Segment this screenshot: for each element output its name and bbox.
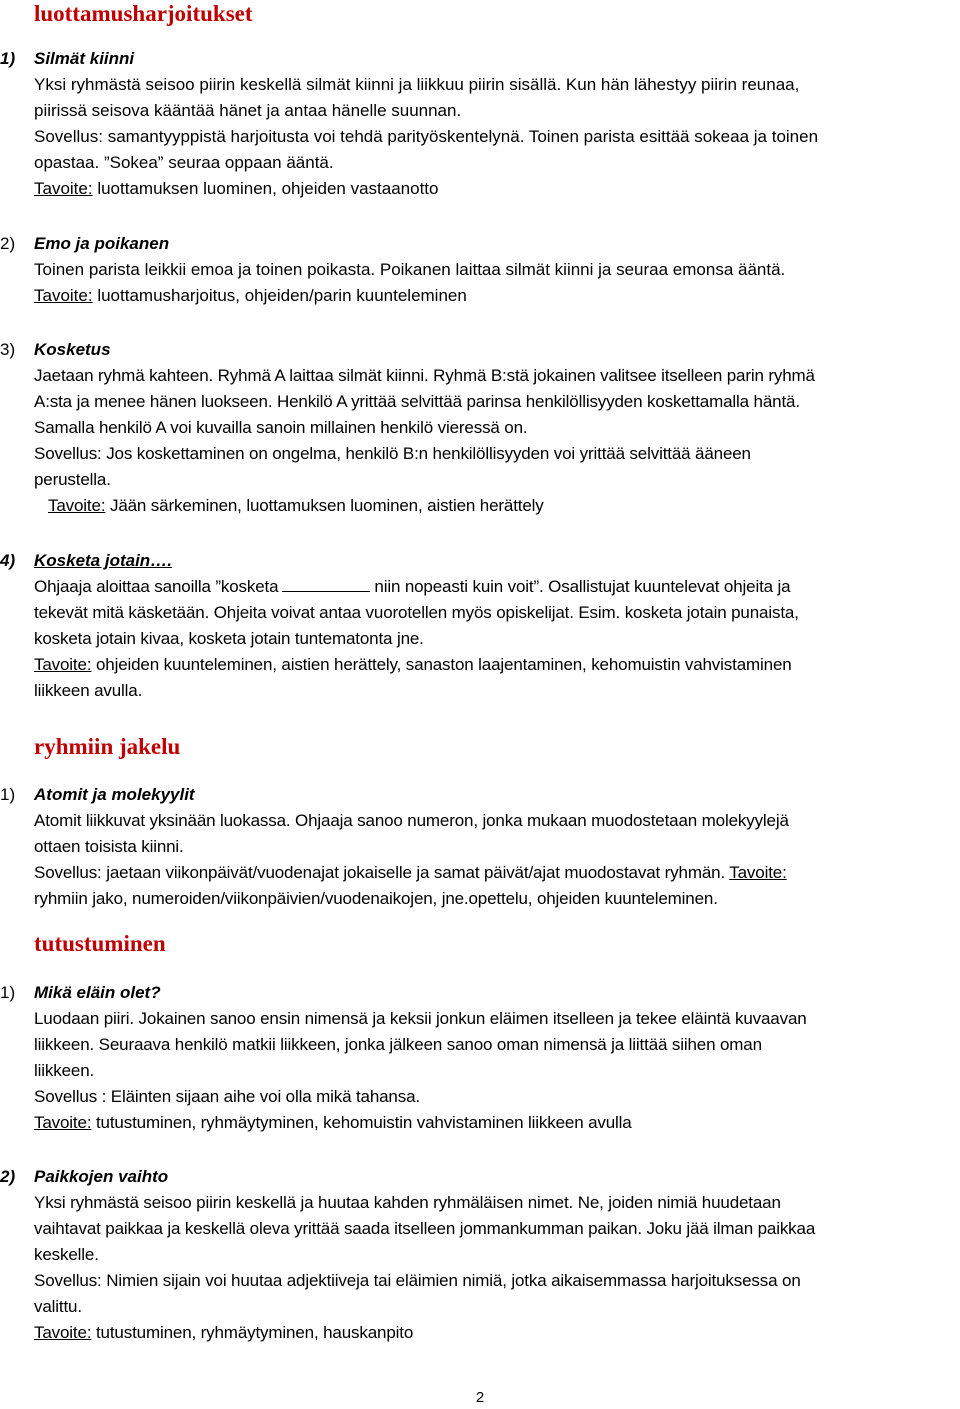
body-line: Yksi ryhmästä seisoo piirin keskellä ja huutaa kahden ryhmäläisen nimet. Ne, joiden nimiä huudetaan <box>34 1193 781 1212</box>
exercise-body <box>34 1006 960 1136</box>
goal-line <box>34 283 960 309</box>
goal-label: Tavoite: <box>34 179 93 198</box>
body-line: A:sta ja menee hänen luokseen. Henkilö A yrittää selvittää parinsa henkilöllisyyden koskettamalla häntä. <box>34 392 800 411</box>
goal-line <box>34 652 960 678</box>
section-heading-luottamusharjoitukset: luottamusharjoitukset <box>34 1 253 26</box>
exercise-body <box>34 808 960 912</box>
exercise-body <box>34 72 960 202</box>
body-line: Sovellus: Nimien sijain voi huutaa adjektiiveja tai eläimien nimiä, jotka aikaisemmassa harjoituksessa on <box>34 1271 801 1290</box>
exercise-number: 1) <box>0 49 16 68</box>
section-heading-ryhmiin-jakelu: ryhmiin jakelu <box>34 734 181 759</box>
goal-label: Tavoite: <box>34 655 92 674</box>
exercise-title: Atomit ja molekyylit <box>34 785 195 804</box>
goal-text: luottamusharjoitus, ohjeiden/parin kuunteleminen <box>92 286 467 305</box>
body-line: Toinen parista leikkii emoa ja toinen poikasta. Poikanen laittaa silmät kiinni ja seuraa emonsa ääntä. <box>34 260 786 279</box>
body-line <box>34 574 960 600</box>
body-line: piirissä seisova kääntää hänet ja antaa hänelle suunnan. <box>34 101 462 120</box>
exercise-body <box>34 363 960 519</box>
body-line: valittu. <box>34 1297 82 1316</box>
body-line: vaihtavat paikkaa ja keskellä oleva yrittää saada itselleen jommankumman paikan. Joku jää ilman paikkaa <box>34 1219 816 1238</box>
exercise-body <box>34 257 960 309</box>
exercise-title: Kosketus <box>34 340 111 359</box>
exercise-body <box>34 1190 960 1346</box>
body-line: Atomit liikkuvat yksinään luokassa. Ohjaaja sanoo numeron, jonka mukaan muodostetaan molekyylejä <box>34 811 789 830</box>
exercise-title: Mikä eläin olet? <box>34 983 161 1002</box>
section-heading-tutustuminen: tutustuminen <box>34 931 166 956</box>
body-line: kosketa jotain kivaa, kosketa jotain tuntematonta jne. <box>34 629 424 648</box>
goal-line <box>34 1320 960 1346</box>
body-text: Ohjaaja aloittaa sanoilla ”kosketa <box>34 577 279 596</box>
goal-line <box>34 493 960 519</box>
exercise-number: 1) <box>0 785 16 804</box>
body-line: Sovellus: Jos koskettaminen on ongelma, henkilö B:n henkilöllisyyden voi yrittää selvittää ääneen <box>34 444 751 463</box>
goal-text: ryhmiin jako, numeroiden/viikonpäivien/vuodenaikojen, jne.opettelu, ohjeiden kuunteleminen. <box>34 889 718 908</box>
goal-label: Tavoite: <box>34 1113 92 1132</box>
page-number: 2 <box>475 1389 485 1406</box>
exercise-number: 2) <box>0 1167 16 1186</box>
goal-text: tutustuminen, ryhmäytyminen, hauskanpito <box>91 1323 414 1342</box>
goal-text: ohjeiden kuunteleminen, aistien herättely, sanaston laajentaminen, kehomuistin vahvistaminen <box>91 655 792 674</box>
exercise-number: 3) <box>0 340 16 359</box>
goal-text: tutustuminen, ryhmäytyminen, kehomuistin vahvistaminen liikkeen avulla <box>91 1113 632 1132</box>
exercise-number: 1) <box>0 983 16 1002</box>
body-line: keskelle. <box>34 1245 99 1264</box>
goal-label: Tavoite: <box>48 496 106 515</box>
body-line: Jaetaan ryhmä kahteen. Ryhmä A laittaa silmät kiinni. Ryhmä B:stä jokainen valitsee itselleen parin ryhmä <box>34 366 815 385</box>
goal-line <box>34 1110 960 1136</box>
goal-label: Tavoite: <box>34 286 93 305</box>
body-line <box>34 860 960 886</box>
exercise-number: 2) <box>0 234 16 253</box>
exercise-title: Kosketa jotain…. <box>34 551 172 570</box>
body-text: niin nopeasti kuin voit”. Osallistujat kuuntelevat ohjeita ja <box>374 577 791 596</box>
exercise-title: Paikkojen vaihto <box>34 1167 169 1186</box>
body-line: perustella. <box>34 470 111 489</box>
exercise-title: Emo ja poikanen <box>34 234 170 253</box>
body-line: opastaa. ”Sokea” seuraa oppaan ääntä. <box>34 153 334 172</box>
body-line: liikkeen avulla. <box>34 681 143 700</box>
goal-label: Tavoite: <box>34 1323 92 1342</box>
body-line: tekevät mitä käsketään. Ohjeita voivat antaa vuorotellen myös opiskelijat. Esim. kosketa jotain punaista, <box>34 603 799 622</box>
exercise-body <box>34 574 960 704</box>
goal-label: Tavoite: <box>729 863 787 882</box>
goal-text: Jään särkeminen, luottamuksen luominen, aistien herättely <box>105 496 544 515</box>
goal-line <box>34 176 960 202</box>
body-line: liikkeen. Seuraava henkilö matkii liikkeen, jonka jälkeen sanoo oman nimensä ja liittää siihen oman <box>34 1035 762 1054</box>
fill-in-blank <box>282 574 370 592</box>
body-line: ottaen toisista kiinni. <box>34 837 184 856</box>
body-line: Sovellus : Eläinten sijaan aihe voi olla mikä tahansa. <box>34 1087 420 1106</box>
body-line: Luodaan piiri. Jokainen sanoo ensin nimensä ja keksii jonkun eläimen itselleen ja tekee eläintä kuvaavan <box>34 1009 807 1028</box>
body-line: liikkeen. <box>34 1061 95 1080</box>
body-text: Sovellus: jaetaan viikonpäivät/vuodenajat jokaiselle ja samat päivät/ajat muodostavat ryhmän. <box>34 863 730 882</box>
exercise-title: Silmät kiinni <box>34 49 135 68</box>
body-line: Samalla henkilö A voi kuvailla sanoin millainen henkilö vieressä on. <box>34 418 528 437</box>
goal-text: luottamuksen luominen, ohjeiden vastaanotto <box>92 179 439 198</box>
body-line: Yksi ryhmästä seisoo piirin keskellä silmät kiinni ja liikkuu piirin sisällä. Kun hän lähestyy piirin reunaa, <box>34 75 800 94</box>
exercise-number: 4) <box>0 551 16 570</box>
body-line: Sovellus: samantyyppistä harjoitusta voi tehdä parityöskentelynä. Toinen parista esittää sokeaa ja toinen <box>34 127 819 146</box>
